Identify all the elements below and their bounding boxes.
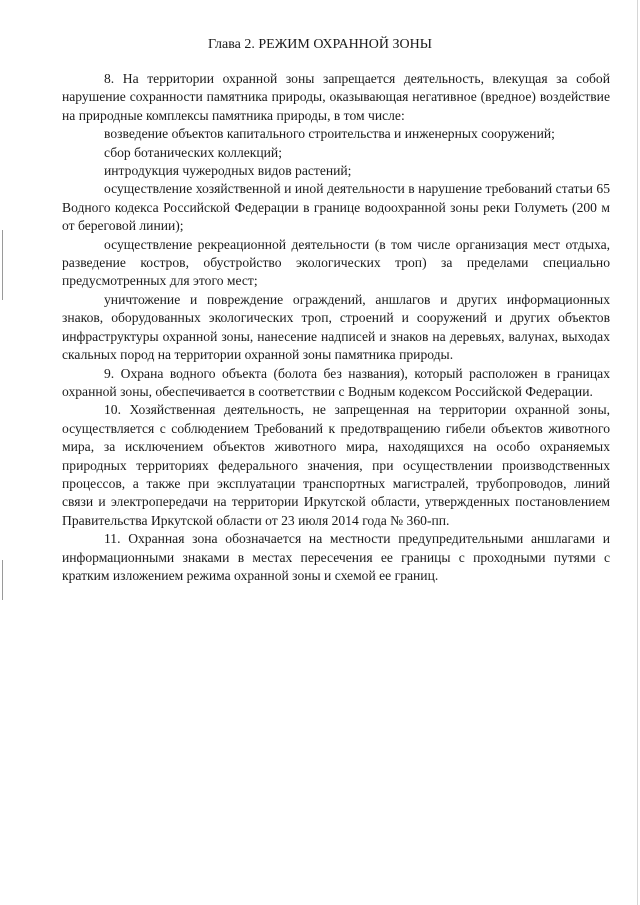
- paragraph-10: 10. Хозяйственная деятельность, не запрещенная на территории охранной зоны, осуществляется с соблюдением Требований к предотвращению гибели объектов животного мира, за исключением объектов животного мира, находящихся на особо охраняемых природных территориях федерального значения, при осуществлении производственных процессов, а также при эксплуатации транспортных магистралей, трубопроводов, линий связи и электропередачи на территории Иркутской области, утвержденных постановлением Правительства Иркутской области от 23 июля 2014 года № 360-пп.: [62, 402, 610, 528]
- paragraph-8: 8. На территории охранной зоны запрещается деятельность, влекущая за собой нарушение сохранности памятника природы, оказывающая негативное (вредное) воздействие на природные комплексы памятника природы, в том числе:: [62, 71, 610, 123]
- list-item: уничтожение и повреждение ограждений, аншлагов и других информационных знаков, оборудованных экологических троп, строений и сооружений и других объектов инфраструктуры охранной зоны, нанесение надписей и знаков на деревьях, валунах, выходах скальных пород на территории охранной зоны памятника природы.: [62, 291, 610, 363]
- list-item: осуществление рекреационной деятельности (в том числе организация мест отдыха, разведение костров, обустройство экологических троп) за пределами специально предусмотренных для этого мест;: [62, 236, 610, 289]
- list-item: осуществление хозяйственной и иной деятельности в нарушение требований статьи 65 Водного кодекса Российской Федерации в границе водоохранной зоны реки Голуметь (200 м от береговой линии);: [62, 181, 610, 234]
- document-body: [62, 70, 610, 585]
- list-item: возведение объектов капитального строительства и инженерных сооружений;: [104, 126, 555, 142]
- scan-edge-line: [637, 0, 638, 905]
- list-item: интродукция чужеродных видов растений;: [104, 163, 352, 179]
- scan-margin-mark: [2, 560, 3, 600]
- chapter-title: Глава 2. РЕЖИМ ОХРАННОЙ ЗОНЫ: [208, 37, 432, 52]
- paragraph-11: 11. Охранная зона обозначается на местности предупредительными аншлагами и информационными знаками в местах пересечения ее границы с проходными путями с кратким изложением режима охранной зоны и схемой ее границ.: [62, 531, 610, 583]
- list-item: сбор ботанических коллекций;: [104, 144, 282, 160]
- paragraph-9: 9. Охрана водного объекта (болота без названия), который расположен в границах охранной зоны, обеспечивается в соответствии с Водным кодексом Российской Федерации.: [62, 365, 610, 399]
- scan-margin-mark: [2, 230, 3, 300]
